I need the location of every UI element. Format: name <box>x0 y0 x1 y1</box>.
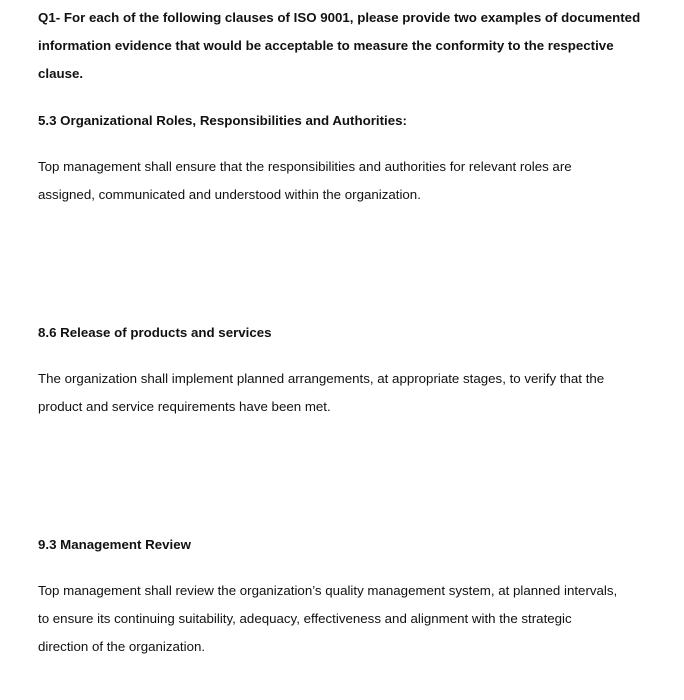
clause-heading: 5.3 Organizational Roles, Responsibilities and Authorities: <box>38 113 407 128</box>
question-line: clause. <box>38 66 84 81</box>
clause-heading: 8.6 Release of products and services <box>38 325 272 340</box>
clause-body-line: Top management shall review the organization’s quality management system, at planned intervals, <box>38 583 618 598</box>
clause-body-line: assigned, communicated and understood within the organization. <box>38 187 421 202</box>
question-line: information evidence that would be acceptable to measure the conformity to the respective <box>38 38 614 53</box>
clause-body-line: Top management shall ensure that the responsibilities and authorities for relevant roles are <box>38 159 572 174</box>
clause-body-line: product and service requirements have been met. <box>38 399 331 414</box>
clause-heading: 9.3 Management Review <box>38 537 191 552</box>
question-line: Q1- For each of the following clauses of ISO 9001, please provide two examples of documented <box>38 10 641 25</box>
clause-body-line: The organization shall implement planned arrangements, at appropriate stages, to verify that the <box>38 371 605 386</box>
clause-body-line: direction of the organization. <box>38 639 206 654</box>
clause-body-line: to ensure its continuing suitability, adequacy, effectiveness and alignment with the strategic <box>38 611 572 626</box>
